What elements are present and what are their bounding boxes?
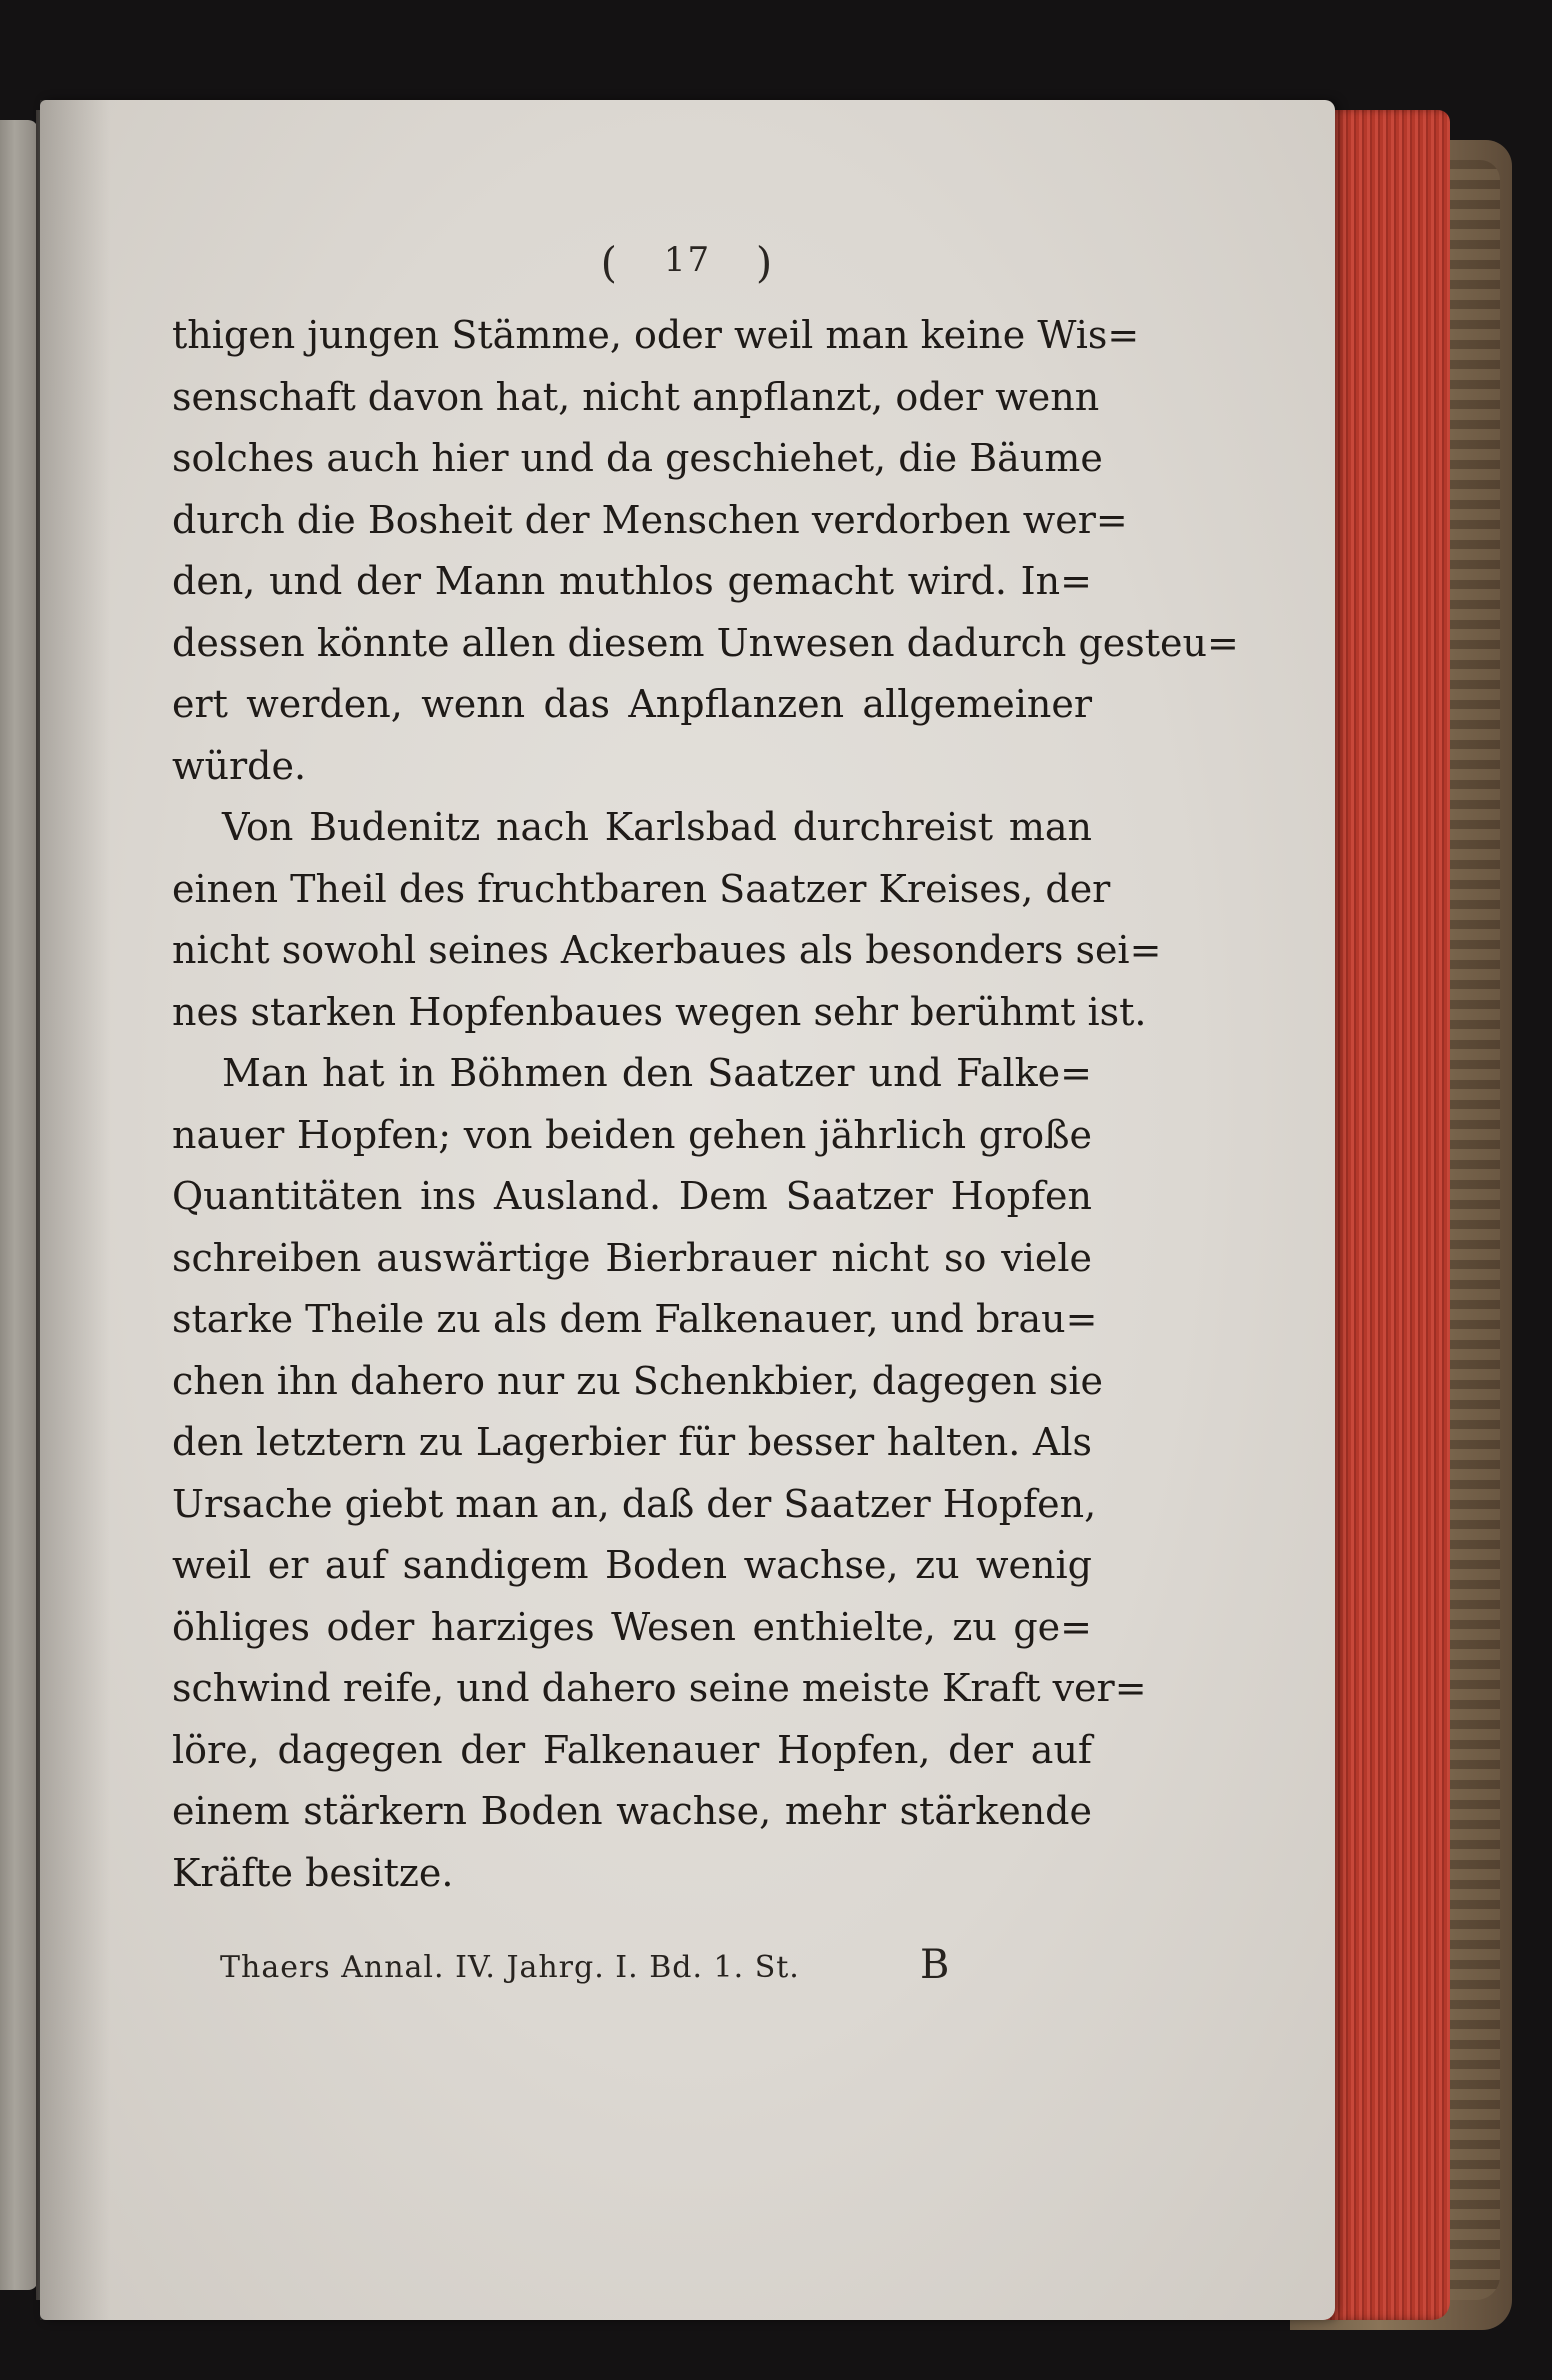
header-open-paren: ( [600, 238, 620, 287]
text-line: einem stärkern Boden wachse, mehr stärkende [172, 1789, 1092, 1833]
header-close-paren: ) [755, 238, 775, 287]
text-line: chen ihn dahero nur zu Schenkbier, dagegen sie [172, 1358, 1103, 1403]
text-line: durch die Bosheit der Menschen verdorben wer= [172, 497, 1128, 542]
text-line: solches auch hier und da geschiehet, die Bäume [172, 436, 1103, 480]
text-line: Ursache giebt man an, daß der Saatzer Hopfen, [172, 1481, 1097, 1526]
text-line: thigen jungen Stämme, oder weil man keine Wis= [172, 313, 1140, 357]
text-line: weil er auf sandigem Boden wachse, zu wenig [172, 1543, 1092, 1587]
text-line: Quantitäten ins Ausland. Dem Saatzer Hopfen [172, 1174, 1092, 1218]
text-line: würde. [172, 743, 307, 788]
text-line: schreiben auswärtige Bierbrauer nicht so viele [172, 1235, 1092, 1280]
text-line: schwind reife, und dahero seine meiste Kraft ver= [172, 1666, 1147, 1710]
text-line: senschaft davon hat, nicht anpflanzt, oder wenn [172, 374, 1100, 419]
printer-signature: Thaers Annal. IV. Jahrg. I. Bd. 1. St. [220, 1950, 800, 1985]
text-line: einen Theil des fruchtbaren Saatzer Kreises, der [172, 866, 1111, 911]
body-text [172, 305, 1239, 1904]
text-line: Man hat in Böhmen den Saatzer und Falke= [222, 1051, 1092, 1095]
facing-page-edge [0, 120, 38, 2290]
text-line: ert werden, wenn das Anpflanzen allgemeiner [172, 682, 1092, 726]
page-number: 17 [663, 240, 712, 280]
text-line: Kräfte besitze. [172, 1850, 454, 1895]
page-gutter-shadow [40, 100, 110, 2320]
text-line: dessen könnte allen diesem Unwesen dadurch gesteu= [172, 620, 1239, 665]
text-line: nes starken Hopfenbaues wegen sehr berühmt ist. [172, 989, 1147, 1034]
text-line: den, und der Mann muthlos gemacht wird. In= [172, 559, 1092, 603]
text-line: Von Budenitz nach Karlsbad durchreist man [222, 805, 1092, 849]
text-line: öhliges oder harziges Wesen enthielte, zu ge= [172, 1604, 1092, 1649]
text-line: nauer Hopfen; von beiden gehen jährlich große [172, 1112, 1092, 1157]
text-line: den letztern zu Lagerbier für besser halten. Als [172, 1420, 1092, 1464]
text-line: nicht sowohl seines Ackerbaues als besonders sei= [172, 928, 1162, 972]
text-line: löre, dagegen der Falkenauer Hopfen, der auf [172, 1727, 1092, 1772]
page-header [40, 238, 1335, 287]
text-line: starke Theile zu als dem Falkenauer, und brau= [172, 1297, 1098, 1341]
gathering-mark: B [920, 1942, 950, 1988]
